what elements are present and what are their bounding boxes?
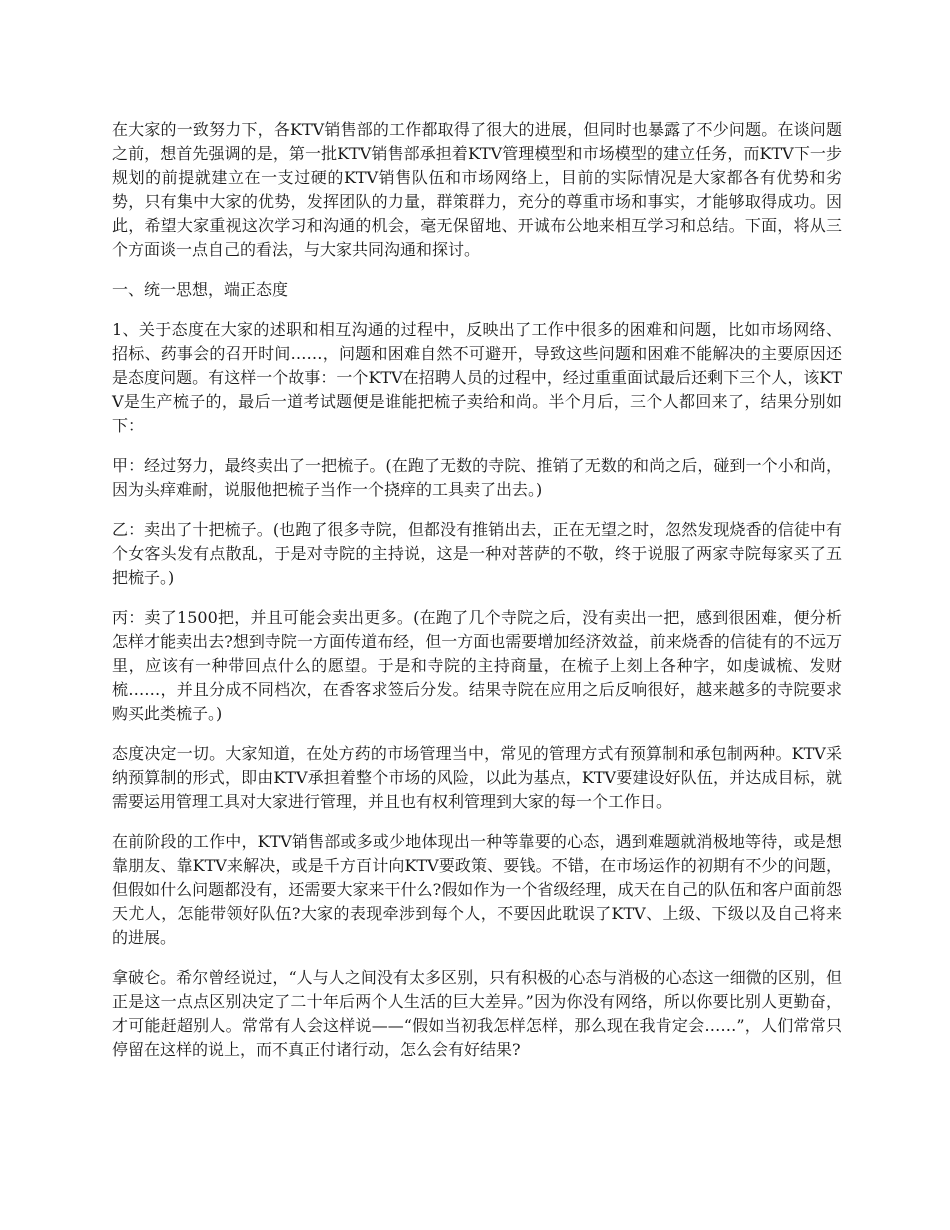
section-heading: 一、统一思想，端正态度 xyxy=(112,280,289,299)
previous-stage-paragraph: 在前阶段的工作中，KTV销售部或多或少地体现出一种等靠要的心态，遇到难题就消极地等待，或是想靠朋友、靠KTV来解决，或是千方百计向KTV要政策、要钱。不错，在市场运作的初期有不少的问题，但假如什么问题都没有，还需要大家来干什么?假如作为一个省级经理，成天在自己的队伍和客户面前怨天尤人，怎能带领好队伍?大家的表现牵涉到每个人，不要因此耽误了KTV、上级、下级以及自己将来的进展。 xyxy=(112,832,842,947)
story-yi-paragraph: 乙：卖出了十把梳子。(也跑了很多寺院，但都没有推销出去，正在无望之时，忽然发现烧香的信徒中有个女客头发有点散乱，于是对寺院的主持说，这是一种对菩萨的不敬，终于说服了两家寺院每家买了五把梳子。) xyxy=(112,520,842,587)
story-bing-paragraph: 丙：卖了1500把，并且可能会卖出更多。(在跑了几个寺院之后，没有卖出一把，感到很困难，便分析怎样才能卖出去?想到寺院一方面传道布经，但一方面也需要增加经济效益，前来烧香的信徒有的不远万里，应该有一种带回点什么的愿望。于是和寺院的主持商量，在梳子上刻上各种字，如虔诚梳、发财梳……，并且分成不同档次，在香客求签后分发。结果寺院在应用之后反响很好，越来越多的寺院要求购买此类梳子。) xyxy=(112,608,842,723)
document-body xyxy=(112,118,842,1078)
story-jia-paragraph: 甲：经过努力，最终卖出了一把梳子。(在跑了无数的寺院、推销了无数的和尚之后，碰到一个小和尚，因为头痒难耐，说服他把梳子当作一个挠痒的工具卖了出去。) xyxy=(112,456,842,499)
attitude-paragraph: 1、关于态度在大家的述职和相互沟通的过程中，反映出了工作中很多的困难和问题，比如市场网络、招标、药事会的召开时间……，问题和困难自然不可避开，导致这些问题和困难不能解决的主要原因还是态度问题。有这样一个故事：一个KTV在招聘人员的过程中，经过重重面试最后还剩下三个人，该KTV是生产梳子的，最后一道考试题便是谁能把梳子卖给和尚。半个月后，三个人都回来了，结果分别如下： xyxy=(112,320,842,435)
intro-paragraph: 在大家的一致努力下，各KTV销售部的工作都取得了很大的进展，但同时也暴露了不少问题。在谈问题之前，想首先强调的是，第一批KTV销售部承担着KTV管理模型和市场模型的建立任务，而KTV下一步规划的前提就建立在一支过硬的KTV销售队伍和市场网络上，目前的实际情况是大家都各有优势和劣势，只有集中大家的优势，发挥团队的力量，群策群力，充分的尊重市场和事实，才能够取得成功。因此，希望大家重视这次学习和沟通的机会，毫无保留地、开诚布公地来相互学习和总结。下面，将从三个方面谈一点自己的看法，与大家共同沟通和探讨。 xyxy=(112,120,842,259)
attitude-decides-paragraph: 态度决定一切。大家知道，在处方药的市场管理当中，常见的管理方式有预算制和承包制两种。KTV采纳预算制的形式，即由KTV承担着整个市场的风险，以此为基点，KTV要建设好队伍，并达成目标，就需要运用管理工具对大家进行管理，并且也有权利管理到大家的每一个工作日。 xyxy=(112,744,842,811)
napoleon-hill-paragraph: 拿破仑。希尔曾经说过，“人与人之间没有太多区别，只有积极的心态与消极的心态这一细微的区别，但正是这一点点区别决定了二十年后两个人生活的巨大差异。”因为你没有网络，所以你要比别人更勤奋，才可能赶超别人。常常有人会这样说——“假如当初我怎样怎样，那么现在我肯定会……”，人们常常只停留在这样的说上，而不真正付诸行动，怎么会有好结果? xyxy=(112,968,842,1059)
